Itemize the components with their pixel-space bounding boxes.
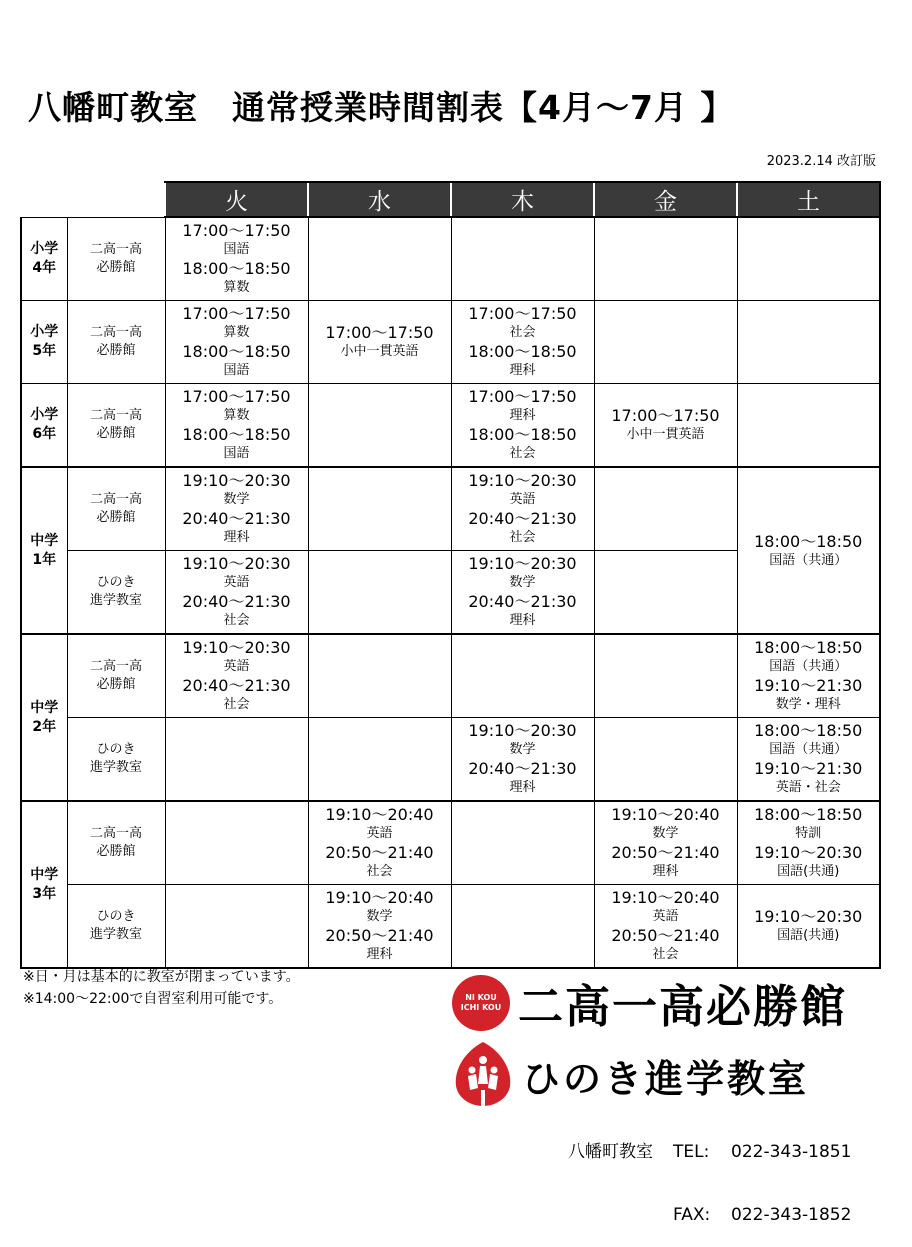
- header-blank: [21, 182, 165, 217]
- class-subject: 英語: [652, 909, 679, 924]
- class-time: 19:10～20:30: [182, 638, 291, 657]
- school-label: 二高一高 必勝館: [67, 467, 165, 551]
- class-cell: [308, 384, 451, 468]
- class-time: 19:10～20:40: [325, 805, 434, 824]
- class-subject: 国語: [223, 363, 250, 378]
- class-cell: [451, 718, 594, 802]
- class-time: 18:00～18:50: [754, 721, 863, 740]
- class-cell: [737, 384, 880, 468]
- emblem-text: NI KOU ICHI KOU: [460, 992, 502, 1012]
- grade-label: 中学 2年: [21, 634, 67, 801]
- school-label: 二高一高 必勝館: [67, 384, 165, 468]
- notes: [23, 966, 300, 1010]
- class-time: 20:40～21:30: [468, 592, 577, 611]
- revision-date: 2023.2.14 改訂版: [766, 154, 876, 169]
- class-time: 20:40～21:30: [468, 759, 577, 778]
- class-subject: 英語・社会: [775, 780, 841, 795]
- brand-name-hinoki: ひのき進学教室: [522, 1056, 810, 1101]
- class-subject: 数学: [509, 575, 536, 590]
- class-time: 19:10～20:30: [468, 721, 577, 740]
- class-time: 18:00～18:50: [754, 638, 863, 657]
- class-cell: [308, 718, 451, 802]
- class-cell: [737, 217, 880, 301]
- class-time: 18:00～18:50: [182, 342, 291, 361]
- class-subject: 数学・理科: [775, 697, 841, 712]
- class-cell: [165, 551, 308, 635]
- class-subject: 特訓: [795, 826, 822, 841]
- contact-fax-row: [568, 1205, 851, 1226]
- school-label: ひのき 進学教室: [67, 551, 165, 635]
- class-time: 20:40～21:30: [468, 509, 577, 528]
- schedule-row: [21, 467, 880, 551]
- class-cell: [594, 384, 737, 468]
- class-time: 19:10～21:30: [754, 759, 863, 778]
- class-time: 19:10～21:30: [754, 676, 863, 695]
- class-subject: 社会: [509, 446, 536, 461]
- class-time: 20:40～21:30: [182, 509, 291, 528]
- fax-label: FAX:: [673, 1205, 711, 1225]
- class-subject: 算数: [223, 280, 250, 295]
- day-header-fri: 金: [594, 182, 737, 217]
- class-cell: [451, 217, 594, 301]
- class-subject: 算数: [223, 325, 250, 340]
- day-header-tue: 火: [165, 182, 308, 217]
- grade-label: 小学 4年: [21, 217, 67, 301]
- class-cell: [594, 217, 737, 301]
- class-subject: 理科: [509, 613, 536, 628]
- class-cell: [451, 885, 594, 969]
- class-time: 19:10～20:30: [182, 471, 291, 490]
- class-subject: 国語(共通): [777, 928, 840, 943]
- class-time: 18:00～18:50: [182, 259, 291, 278]
- tel-number[interactable]: 022-343-1851: [731, 1142, 852, 1162]
- class-time: 19:10～20:40: [325, 888, 434, 907]
- office-name: 八幡町教室: [568, 1142, 653, 1162]
- schedule-row: [21, 885, 880, 969]
- day-header-row: [21, 182, 880, 217]
- class-cell: [451, 384, 594, 468]
- class-time: 20:50～21:40: [325, 843, 434, 862]
- page-title: 八幡町教室 通常授業時間割表【4月～7月 】: [28, 88, 735, 127]
- day-header-thu: 木: [451, 182, 594, 217]
- contact-tel-row: [568, 1142, 851, 1163]
- class-time: 20:50～21:40: [611, 926, 720, 945]
- fax-number: 022-343-1852: [731, 1205, 852, 1225]
- schedule-body: [21, 217, 880, 968]
- class-time: 20:50～21:40: [611, 843, 720, 862]
- class-cell: [165, 634, 308, 718]
- schedule-row: [21, 384, 880, 468]
- class-subject: 国語（共通）: [769, 659, 848, 674]
- class-time: 19:10～20:30: [468, 471, 577, 490]
- class-cell: [594, 718, 737, 802]
- schedule-row: [21, 217, 880, 301]
- class-subject: 英語: [509, 492, 536, 507]
- class-subject: 国語(共通): [777, 864, 840, 879]
- class-time: 19:10～20:40: [611, 805, 720, 824]
- class-subject: 理科: [223, 530, 250, 545]
- class-subject: 数学: [223, 492, 250, 507]
- class-cell: [165, 467, 308, 551]
- class-subject: 社会: [509, 325, 536, 340]
- class-cell: [165, 384, 308, 468]
- grade-label: 小学 6年: [21, 384, 67, 468]
- class-subject: 英語: [223, 575, 250, 590]
- school-label: ひのき 進学教室: [67, 718, 165, 802]
- class-time: 18:00～18:50: [754, 805, 863, 824]
- class-cell: [451, 634, 594, 718]
- class-cell: [594, 885, 737, 969]
- class-subject: 理科: [509, 363, 536, 378]
- class-subject: 数学: [366, 909, 393, 924]
- class-subject: 理科: [652, 864, 679, 879]
- class-time: 17:00～17:50: [325, 323, 434, 342]
- class-subject: 理科: [509, 408, 536, 423]
- schedule-row: [21, 801, 880, 885]
- class-cell: [165, 718, 308, 802]
- school-label: 二高一高 必勝館: [67, 801, 165, 885]
- tel-label: TEL:: [673, 1142, 710, 1162]
- class-cell: [308, 634, 451, 718]
- school-label: 二高一高 必勝館: [67, 217, 165, 301]
- day-header-wed: 水: [308, 182, 451, 217]
- class-cell: [737, 301, 880, 384]
- class-time: 20:40～21:30: [182, 676, 291, 695]
- schedule-row: [21, 718, 880, 802]
- class-cell: [165, 801, 308, 885]
- class-cell: [308, 801, 451, 885]
- grade-label: 小学 5年: [21, 301, 67, 384]
- class-subject: 小中一貫英語: [626, 427, 705, 442]
- class-cell: [451, 301, 594, 384]
- class-cell: [737, 801, 880, 885]
- class-time: 19:10～20:30: [468, 554, 577, 573]
- nikou-emblem-icon: [452, 975, 510, 1031]
- school-label: 二高一高 必勝館: [67, 634, 165, 718]
- class-cell: [165, 217, 308, 301]
- class-time: 17:00～17:50: [182, 304, 291, 323]
- class-subject: 社会: [223, 697, 250, 712]
- class-cell: [451, 551, 594, 635]
- class-cell: [737, 885, 880, 969]
- note-study-room: ※14:00～22:00で自習室利用可能です。: [23, 991, 283, 1007]
- class-cell: [737, 718, 880, 802]
- schedule-table: [20, 181, 881, 969]
- class-subject: 社会: [366, 864, 393, 879]
- class-cell: [308, 301, 451, 384]
- class-cell: [308, 885, 451, 969]
- class-cell: [451, 801, 594, 885]
- class-subject: 社会: [652, 947, 679, 962]
- class-cell: [308, 551, 451, 635]
- class-time: 17:00～17:50: [468, 304, 577, 323]
- school-label: 二高一高 必勝館: [67, 301, 165, 384]
- class-cell: [308, 467, 451, 551]
- class-time: 17:00～17:50: [182, 221, 291, 240]
- nikou-ichikou-logo: [452, 970, 847, 1035]
- class-cell: [308, 217, 451, 301]
- class-subject: 国語: [223, 242, 250, 257]
- class-cell: [165, 885, 308, 969]
- grade-label: 中学 3年: [21, 801, 67, 968]
- class-time: 17:00～17:50: [611, 406, 720, 425]
- class-subject: 国語: [223, 446, 250, 461]
- class-subject: 国語（共通）: [769, 742, 848, 757]
- class-cell: [165, 301, 308, 384]
- class-cell: [451, 467, 594, 551]
- class-cell: [594, 634, 737, 718]
- schedule-row: [21, 301, 880, 384]
- class-cell: [594, 801, 737, 885]
- class-time: 19:10～20:40: [611, 888, 720, 907]
- class-time: 17:00～17:50: [468, 387, 577, 406]
- class-time: 18:00～18:50: [468, 342, 577, 361]
- contact-info: [568, 1100, 851, 1247]
- school-label: ひのき 進学教室: [67, 885, 165, 969]
- schedule-row: [21, 634, 880, 718]
- class-time: 20:40～21:30: [182, 592, 291, 611]
- class-subject: 小中一貫英語: [340, 344, 419, 359]
- class-subject: 数学: [652, 826, 679, 841]
- class-time: 19:10～20:30: [754, 843, 863, 862]
- class-time: 19:10～20:30: [754, 907, 863, 926]
- day-header-sat: 土: [737, 182, 880, 217]
- class-cell: [737, 634, 880, 718]
- class-subject: 算数: [223, 408, 250, 423]
- class-time: 17:00～17:50: [182, 387, 291, 406]
- class-time: 18:00～18:50: [182, 425, 291, 444]
- class-subject: 英語: [366, 826, 393, 841]
- class-time: 18:00～18:50: [468, 425, 577, 444]
- class-subject: 社会: [223, 613, 250, 628]
- class-subject: 理科: [366, 947, 393, 962]
- class-time: 19:10～20:30: [182, 554, 291, 573]
- class-cell: [737, 467, 880, 634]
- class-subject: 英語: [223, 659, 250, 674]
- note-closed-days: ※日・月は基本的に教室が閉まっています。: [23, 969, 300, 985]
- grade-label: 中学 1年: [21, 467, 67, 634]
- class-time: 18:00～18:50: [754, 531, 863, 551]
- class-subject: 国語（共通）: [769, 552, 848, 568]
- hinoki-leaf-icon: [452, 1040, 514, 1110]
- brand-name-nikou: 二高一高必勝館: [518, 980, 848, 1033]
- class-cell: [594, 301, 737, 384]
- class-subject: 数学: [509, 742, 536, 757]
- class-subject: 社会: [509, 530, 536, 545]
- class-subject: 理科: [509, 780, 536, 795]
- class-cell: [594, 551, 737, 635]
- class-time: 20:50～21:40: [325, 926, 434, 945]
- class-cell: [594, 467, 737, 551]
